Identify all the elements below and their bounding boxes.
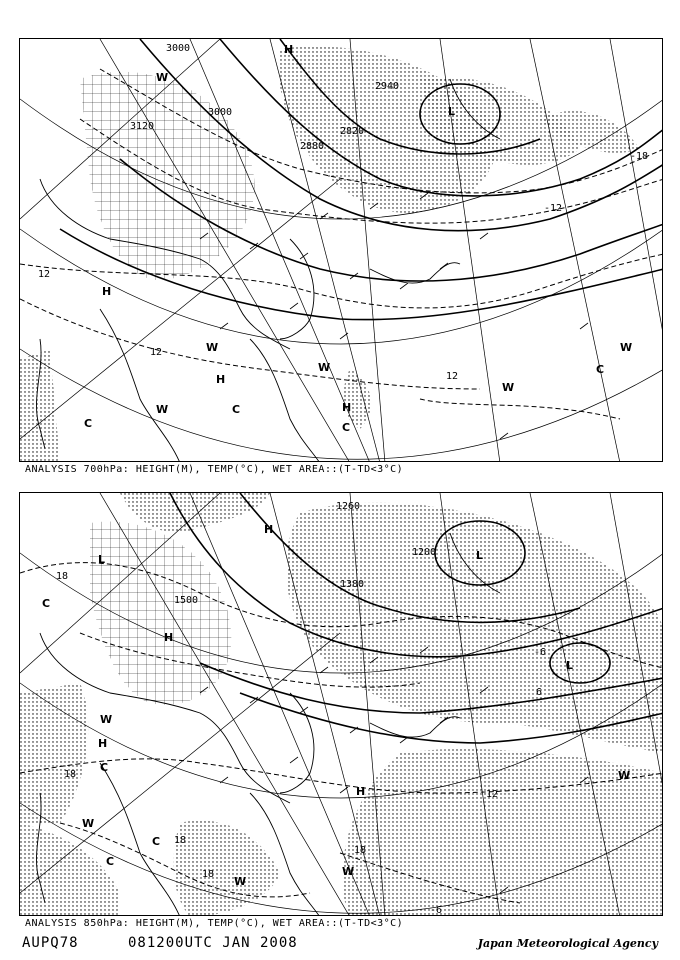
cold-marker: C: [106, 855, 115, 868]
low-pressure-marker: L: [476, 549, 484, 562]
warm-marker: W: [234, 875, 247, 888]
cold-marker: C: [232, 403, 241, 416]
agency-credit: Japan Meteorological Agency: [477, 937, 658, 950]
height-label: 1260: [336, 501, 361, 512]
temp-label: -18: [630, 151, 649, 162]
temp-label: 18: [64, 769, 77, 780]
chart-700hpa: [19, 38, 663, 462]
valid-time: 081200UTC JAN 2008: [128, 935, 298, 951]
cold-marker: C: [152, 835, 161, 848]
warm-marker: W: [620, 341, 633, 354]
height-label: 3000: [166, 43, 191, 54]
warm-marker: W: [502, 381, 515, 394]
chart-code: AUPQ78: [22, 935, 79, 951]
warm-marker: W: [156, 71, 169, 84]
high-pressure-marker: H: [102, 285, 112, 298]
height-label: 3120: [130, 121, 155, 132]
warm-marker: W: [82, 817, 95, 830]
cold-marker: C: [84, 417, 93, 430]
caption-700hpa: ANALYSIS 700hPa: HEIGHT(M), TEMP(°C), WET AREA::(T-TD<3°C): [25, 464, 404, 475]
temp-label: 12: [38, 269, 51, 280]
high-pressure-marker: H: [356, 785, 366, 798]
chart-850hpa: [19, 492, 663, 916]
low-pressure-marker: L: [448, 105, 456, 118]
temp-label: 6: [536, 687, 543, 698]
warm-marker: W: [206, 341, 219, 354]
height-label: 2880: [300, 141, 325, 152]
temp-label: 18: [202, 869, 215, 880]
temp-label: 12: [446, 371, 459, 382]
temp-label: 12: [486, 789, 499, 800]
map-700hpa: [20, 39, 663, 462]
height-label: 1200: [412, 547, 437, 558]
high-pressure-marker: H: [164, 631, 174, 644]
temp-label: -12: [544, 203, 563, 214]
temp-label: -6: [534, 647, 547, 658]
cold-marker: C: [100, 761, 109, 774]
low-pressure-marker: L: [98, 553, 106, 566]
cold-marker: C: [42, 597, 51, 610]
height-label: 1380: [340, 579, 365, 590]
height-label: 1500: [174, 595, 199, 606]
height-label: 3000: [208, 107, 233, 118]
wet-areas: [20, 47, 640, 462]
warm-marker: W: [342, 865, 355, 878]
high-pressure-marker: H: [342, 401, 352, 414]
warm-marker: W: [100, 713, 113, 726]
temp-label: 12: [150, 347, 163, 358]
height-label: 2820: [340, 126, 365, 137]
temp-label: 18: [354, 845, 367, 856]
warm-marker: W: [318, 361, 331, 374]
warm-marker: W: [618, 769, 631, 782]
high-pressure-marker: H: [216, 373, 226, 386]
station-plots: [200, 193, 588, 439]
warm-marker: W: [156, 403, 169, 416]
high-pressure-marker: H: [264, 523, 274, 536]
cold-marker: C: [596, 363, 605, 376]
temp-label: 18: [174, 835, 187, 846]
high-pressure-marker: H: [284, 43, 294, 56]
temp-label: 18: [56, 571, 69, 582]
cold-marker: C: [342, 421, 351, 434]
low-pressure-marker: L: [566, 659, 574, 672]
high-pressure-marker: H: [98, 737, 108, 750]
temp-label: -6: [430, 905, 443, 916]
height-label: 2940: [375, 81, 400, 92]
caption-850hpa: ANALYSIS 850hPa: HEIGHT(M), TEMP(°C), WET AREA::(T-TD<3°C): [25, 918, 404, 929]
wet-areas: [20, 493, 663, 916]
map-850hpa: [20, 493, 663, 916]
